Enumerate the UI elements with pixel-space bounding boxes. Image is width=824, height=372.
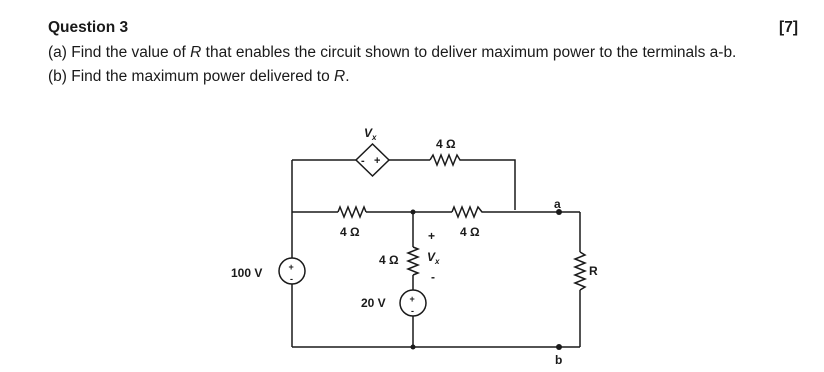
terminal-b-dot bbox=[556, 344, 562, 350]
part-a-variable: R bbox=[190, 44, 202, 61]
terminal-a-label: a bbox=[554, 197, 561, 211]
part-b-variable: R bbox=[334, 68, 346, 85]
vx-minus-sign: - bbox=[431, 270, 435, 284]
source-20v-label: 20 V bbox=[361, 296, 386, 310]
terminal-b-label: b bbox=[555, 353, 563, 367]
resistor-left-zigzag bbox=[338, 207, 366, 217]
dep-plus-sign: + bbox=[374, 155, 381, 167]
vx-label: $V_x$ bbox=[427, 250, 440, 266]
source-100v-plus: + bbox=[288, 262, 294, 272]
question-title: Question 3 bbox=[48, 19, 129, 36]
resistor-load-label: R bbox=[589, 264, 598, 278]
resistor-right-zigzag bbox=[452, 207, 484, 217]
dep-minus-sign: - bbox=[361, 155, 365, 167]
source-100v-minus: - bbox=[290, 274, 293, 284]
dependent-source-label: $V_x$ bbox=[364, 126, 377, 142]
resistor-mid-label: 4 Ω bbox=[379, 253, 399, 267]
resistor-left-label: 4 Ω bbox=[340, 225, 360, 239]
resistor-right-label: 4 Ω bbox=[460, 225, 480, 239]
source-20v-minus: - bbox=[411, 306, 414, 316]
resistor-mid-zigzag bbox=[408, 247, 418, 275]
node-dot-top bbox=[411, 210, 416, 215]
question-marks: [7] bbox=[779, 19, 798, 36]
part-a-prefix: (a) Find the value of bbox=[48, 44, 191, 61]
resistor-load-zigzag bbox=[575, 252, 585, 290]
vx-plus-sign: + bbox=[428, 229, 436, 243]
resistor-top-label: 4 Ω bbox=[436, 137, 456, 151]
node-dot-bottom bbox=[411, 345, 416, 350]
part-b-suffix: . bbox=[345, 68, 350, 85]
source-20v-plus: + bbox=[409, 294, 415, 304]
resistor-top-zigzag bbox=[430, 155, 462, 165]
source-100v-label: 100 V bbox=[231, 266, 263, 280]
part-a-suffix: that enables the circuit shown to deliver maximum power to the terminals a-b. bbox=[201, 44, 737, 61]
wire-top-loop bbox=[292, 160, 515, 210]
part-b-prefix: (b) Find the maximum power delivered to bbox=[48, 68, 335, 85]
